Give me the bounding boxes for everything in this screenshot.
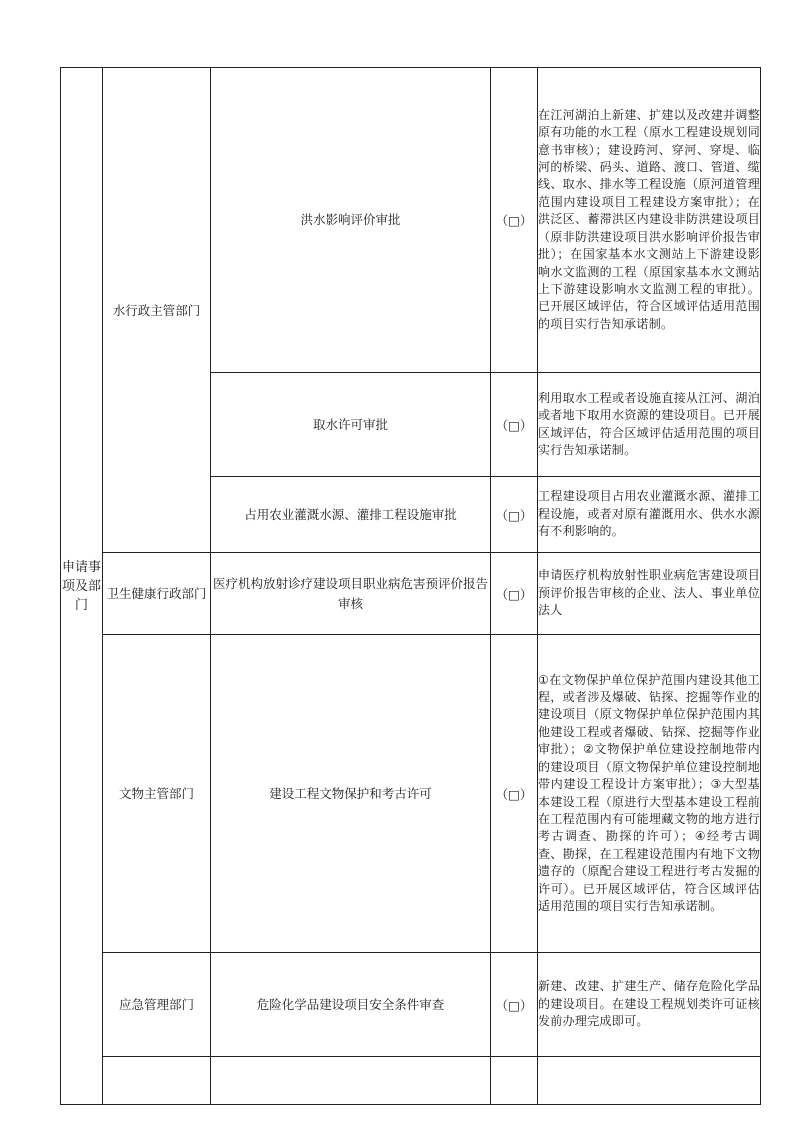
scope-note-cell bbox=[538, 553, 761, 635]
scope-note: ①在文物保护单位保护范围内建设其他工程，或者涉及爆破、钻探、挖掘等作业的建设项目（原文物保护单位保护范围内其他建设工程或者爆破、钻探、挖掘等作业审批）；②文物保护单位建设控制地带内的建设项目（原文物保护单位建设控制地带内建设工程设计方案审批）；③大型基本建设工程（原进行大型基本建设工程前在工程范围内有可能埋藏文物的地方进行考古调查、勘探的许可）；④经考古调查、勘探，在工程建设范围内有地下文物遗存的（原配合建设工程进行考古发掘的许可）。已开展区域评估，符合区域评估适用范围的项目实行告知承诺制。 bbox=[538, 672, 760, 913]
scope-note-cell bbox=[538, 477, 761, 553]
item-name-cell bbox=[211, 477, 491, 553]
scope-note: 利用取水工程或者设施直接从江河、湖泊或者地下取用水资源的建设项目。已开展区域评估，符合区域评估适用范围的项目实行告知承诺制。 bbox=[538, 390, 760, 457]
department-cell bbox=[103, 68, 211, 553]
category-cell bbox=[61, 68, 103, 1105]
scope-note: 在江河湖泊上新建、扩建以及改建并调整原有功能的水工程（原水工程建设规划同意书审核）；建设跨河、穿河、穿堤、临河的桥梁、码头、道路、渡口、管道、缆线、取水、排水等工程设施（原河道管理范围内建设项目工程建设方案审批）；在洪泛区、蓄滞洪区内建设非防洪建设项目（原非防洪建设项目洪水影响评价报告审批）；在国家基本水文测站上下游建设影响水文监测的工程（原国家基本水文测站上下游建设影响水文监测工程的审批）。已开展区域评估，符合区域评估适用范围的项目实行告知承诺制。 bbox=[538, 107, 760, 331]
department-label: 应急管理部门 bbox=[118, 997, 194, 1012]
checkbox-mark: （□） bbox=[495, 786, 533, 802]
item-name: 建设工程文物保护和考古许可 bbox=[269, 785, 432, 801]
table-row bbox=[61, 68, 761, 373]
item-name-cell bbox=[211, 553, 491, 635]
item-name: 医疗机构放射诊疗建设项目职业病危害预评价报告审核 bbox=[212, 575, 488, 611]
category-label: 申请事项及部门 bbox=[61, 559, 101, 613]
checkbox-mark-cell bbox=[491, 68, 538, 373]
table-row bbox=[61, 953, 761, 1057]
scope-note: 新建、改建、扩建生产、储存危险化学品的建设项目。在建设工程规划类许可证核发前办理完成即可。 bbox=[538, 979, 760, 1029]
checkbox-mark: （□） bbox=[495, 997, 533, 1013]
checkbox-mark-cell bbox=[491, 477, 538, 553]
table-row bbox=[61, 635, 761, 953]
item-name: 危险化学品建设项目安全条件审查 bbox=[256, 996, 445, 1012]
item-name: 洪水影响评价审批 bbox=[300, 212, 401, 227]
checkbox-mark-cell bbox=[491, 635, 538, 953]
checkbox-mark-cell bbox=[491, 373, 538, 477]
approval-items-table bbox=[60, 67, 761, 1105]
department-label: 文物主管部门 bbox=[118, 786, 194, 801]
checkbox-mark-cell bbox=[491, 553, 538, 635]
item-name-cell bbox=[211, 373, 491, 477]
empty-cell bbox=[211, 1057, 491, 1105]
scope-note-cell bbox=[538, 635, 761, 953]
department-cell bbox=[103, 953, 211, 1057]
department-cell bbox=[103, 553, 211, 635]
item-name: 占用农业灌溉水源、灌排工程设施审批 bbox=[244, 506, 457, 522]
table-row-empty bbox=[61, 1057, 761, 1105]
scope-note-cell bbox=[538, 373, 761, 477]
checkbox-mark: （□） bbox=[495, 586, 533, 602]
checkbox-mark-cell bbox=[491, 953, 538, 1057]
item-name: 取水许可审批 bbox=[312, 416, 388, 432]
item-name-cell bbox=[211, 635, 491, 953]
checkbox-mark: （□） bbox=[495, 507, 533, 523]
scope-note: 申请医疗机构放射性职业病危害建设项目预评价报告审核的企业、法人、事业单位法人 bbox=[538, 568, 760, 618]
department-label: 卫生健康行政部门 bbox=[106, 586, 207, 601]
department-cell bbox=[103, 635, 211, 953]
empty-cell bbox=[103, 1057, 211, 1105]
department-label: 水行政主管部门 bbox=[112, 302, 201, 318]
scope-note-cell bbox=[538, 953, 761, 1057]
checkbox-mark: （□） bbox=[495, 417, 533, 433]
item-name-cell bbox=[211, 953, 491, 1057]
checkbox-mark: （□） bbox=[495, 213, 533, 228]
empty-cell bbox=[491, 1057, 538, 1105]
scope-note-cell bbox=[538, 68, 761, 373]
scope-note: 工程建设项目占用农业灌溉水源、灌排工程设施，或者对原有灌溉用水、供水水源有不利影响的。 bbox=[538, 489, 760, 539]
empty-cell bbox=[538, 1057, 761, 1105]
item-name-cell bbox=[211, 68, 491, 373]
table-row bbox=[61, 553, 761, 635]
